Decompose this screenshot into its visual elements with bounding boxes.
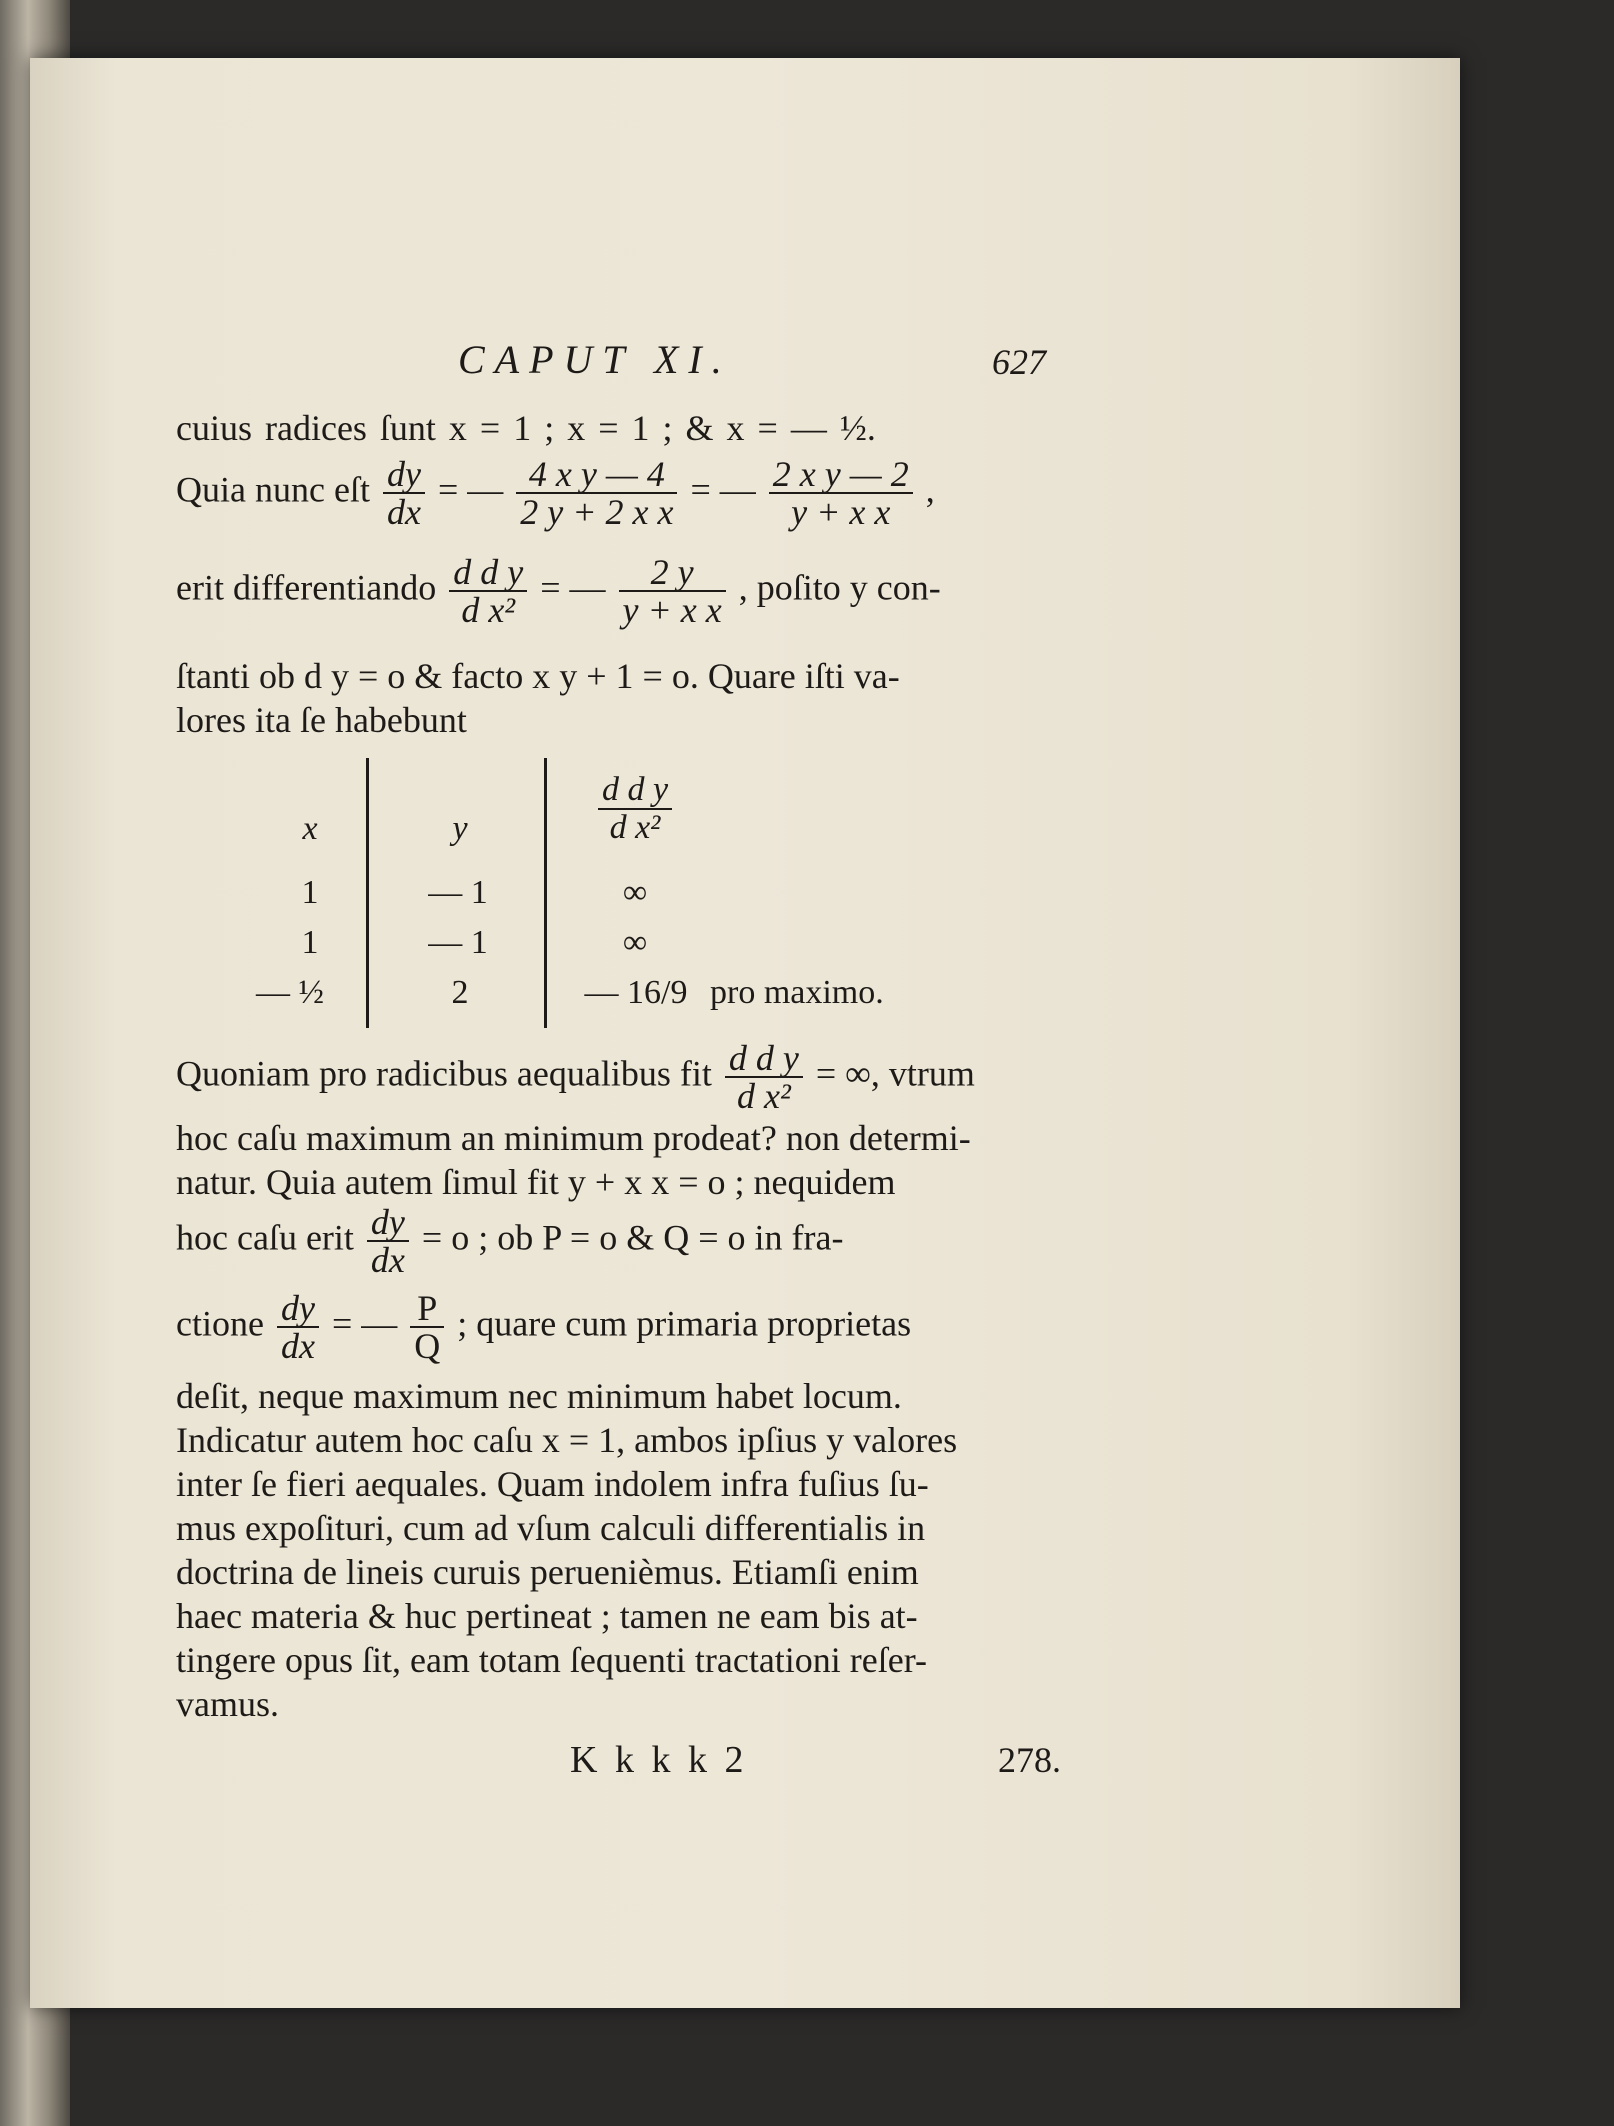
text-fragment: = ∞, vtrum	[815, 1053, 975, 1094]
fraction-numerator: d d y	[453, 552, 524, 592]
book-page	[30, 58, 1460, 2008]
fraction-4xy	[516, 456, 677, 530]
text-fragment: erit differentiando	[176, 567, 437, 608]
page-number: 627	[992, 342, 1046, 382]
text-fragment: = o ; ob P = o & Q = o in fra-	[421, 1217, 844, 1258]
table-row-1-d: ∞	[622, 874, 648, 911]
fraction-numerator: 4 x y — 4	[528, 454, 665, 494]
table-row-2-y: — 1	[428, 924, 488, 961]
body-line-5	[176, 1290, 911, 1364]
body-line-6: deſit, neque maximum nec minimum habet locum.	[176, 1376, 902, 1416]
body-line-1	[176, 1040, 975, 1114]
body-line-7: Indicatur autem hoc caſu x = 1, ambos ipſius y valores	[176, 1420, 958, 1460]
fraction-denominator: Q	[410, 1326, 444, 1364]
table-divider-2	[544, 758, 547, 1028]
fraction-dy-dx	[367, 1204, 409, 1278]
fraction-denominator: dx	[383, 492, 425, 530]
equals-sign: = —	[331, 1303, 398, 1344]
table-header-ddy	[570, 772, 700, 846]
fraction-numerator: P	[417, 1288, 438, 1328]
equals-sign: = —	[540, 567, 606, 608]
fraction-numerator: dy	[370, 1202, 405, 1242]
text-line-5: lores ita ſe habebunt	[176, 700, 467, 740]
fraction-ddy-dx2	[725, 1040, 803, 1114]
table-divider-1	[366, 758, 369, 1028]
table-note: pro maximo.	[710, 974, 884, 1011]
table-row-3-d: — 16/9	[584, 974, 688, 1011]
fraction-dy-dx	[277, 1290, 319, 1364]
fraction-ddy-dx2	[449, 554, 527, 628]
text-fragment: Quia nunc eſt	[176, 469, 370, 510]
table-header-y: y	[452, 810, 468, 847]
fraction-p-q	[410, 1290, 444, 1364]
text-fragment: hoc caſu erit	[176, 1217, 354, 1258]
fraction-denominator: dx	[367, 1240, 409, 1278]
body-line-4	[176, 1204, 843, 1278]
equals-sign: = —	[437, 469, 504, 510]
fraction-ddy-dx2	[598, 772, 672, 846]
table-row-1-y: — 1	[428, 874, 488, 911]
fraction-numerator: dy	[280, 1288, 315, 1328]
text-line-4: ſtanti ob d y = o & facto x y + 1 = o. Quare iſti va-	[176, 656, 900, 696]
table-row-3-x: — ½	[256, 974, 324, 1011]
body-line-13: vamus.	[176, 1684, 279, 1724]
running-header-title: CAPUT XI.	[458, 337, 732, 382]
body-line-10: doctrina de lineis curuis peruenièmus. Etiamſi enim	[176, 1552, 919, 1592]
text-fragment: , poſito y con-	[738, 567, 941, 608]
fraction-dy-dx	[383, 456, 425, 530]
table-header-x: x	[302, 810, 318, 847]
values-table	[180, 748, 1080, 1048]
signature-mark: K k k k 2	[570, 1739, 748, 1781]
table-row-2-d: ∞	[622, 924, 648, 961]
sheet-number: 278.	[998, 1740, 1061, 1780]
fraction-denominator: d x²	[598, 808, 672, 846]
fraction-2xy	[769, 456, 913, 530]
fraction-numerator: 2 x y — 2	[772, 454, 909, 494]
equation-line-3	[176, 554, 941, 628]
text-fragment: Quoniam pro radicibus aequalibus fit	[176, 1053, 712, 1094]
equals-sign: = —	[690, 469, 756, 510]
fraction-denominator: y + x x	[619, 590, 726, 628]
fraction-numerator: d d y	[601, 771, 669, 808]
body-line-9: mus expoſituri, cum ad vſum calculi differentialis in	[176, 1508, 926, 1548]
fraction-denominator: dx	[277, 1326, 319, 1364]
table-row-3-y: 2	[451, 974, 469, 1011]
fraction-denominator: y + x x	[769, 492, 913, 530]
fraction-numerator: 2 y	[650, 552, 694, 592]
fraction-denominator: d x²	[449, 590, 527, 628]
fraction-numerator: d d y	[728, 1038, 799, 1078]
text-fragment: ; quare cum primaria proprietas	[457, 1303, 912, 1344]
body-line-8: inter ſe fieri aequales. Quam indolem infra fuſius ſu-	[176, 1464, 929, 1504]
equation-line-2	[176, 456, 935, 530]
body-line-2: hoc caſu maximum an minimum prodeat? non determi-	[176, 1118, 971, 1158]
fraction-denominator: 2 y + 2 x x	[516, 492, 677, 530]
text-line-1: cuius radices ſunt x = 1 ; x = 1 ; & x = — ½.	[176, 408, 876, 448]
text-fragment: ctione	[176, 1303, 264, 1344]
table-row-2-x: 1	[301, 924, 319, 961]
fraction-2y	[619, 554, 726, 628]
fraction-numerator: dy	[386, 454, 421, 494]
table-row-1-x: 1	[301, 874, 319, 911]
fraction-denominator: d x²	[725, 1076, 803, 1114]
body-line-12: tingere opus ſit, eam totam ſequenti tractationi reſer-	[176, 1640, 928, 1680]
text-fragment: ,	[925, 469, 935, 510]
body-line-3: natur. Quia autem ſimul fit y + x x = o ; nequidem	[176, 1162, 896, 1202]
body-line-11: haec materia & huc pertineat ; tamen ne eam bis at-	[176, 1596, 918, 1636]
